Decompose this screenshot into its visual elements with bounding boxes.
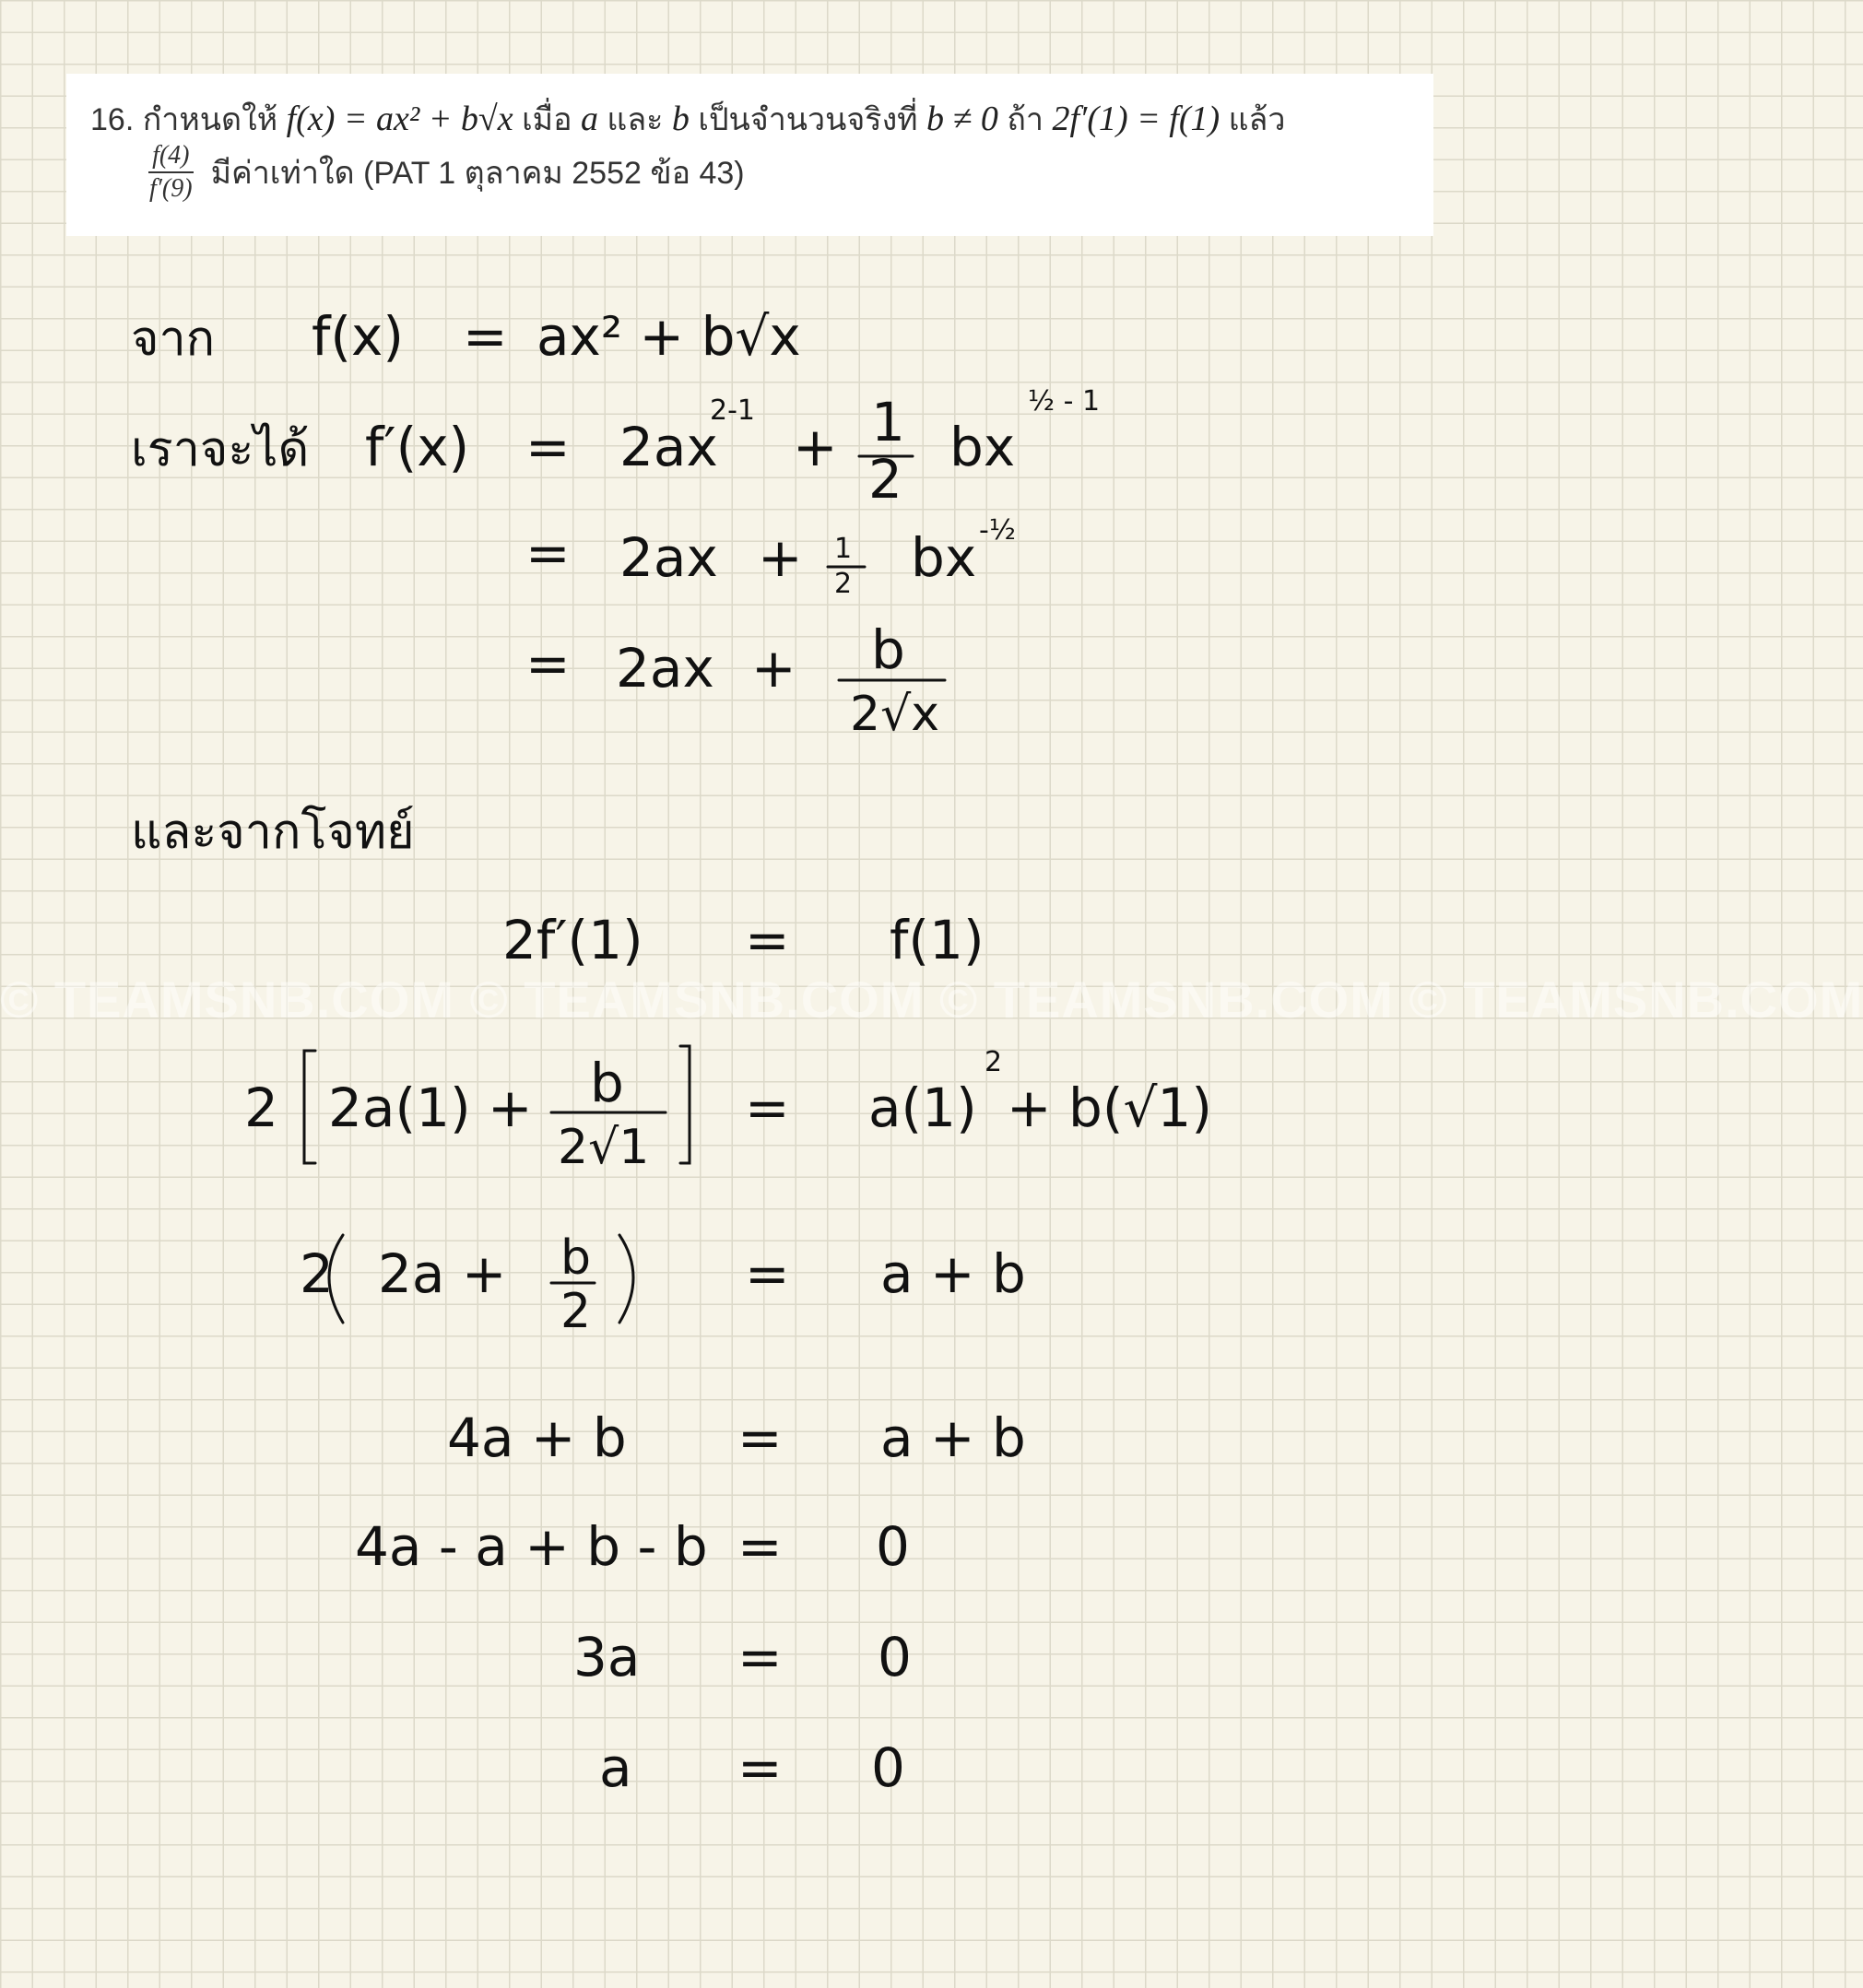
l1-rhs: ax² + b√x	[536, 305, 801, 368]
problem-text-when: เมื่อ	[522, 102, 572, 137]
label-and-from-problem: และจากโจทย์	[131, 805, 415, 860]
l9-rhs: 0	[876, 1515, 910, 1578]
l6-frac-num: b	[590, 1052, 624, 1114]
l7-eq: =	[745, 1242, 790, 1305]
l2-frac-den: 2	[868, 448, 902, 511]
l5-eq: =	[745, 909, 790, 971]
l6-rhs-b: + b(√1)	[1007, 1076, 1212, 1139]
l11-lhs: a	[599, 1736, 632, 1799]
l3-frac-den: 2	[834, 568, 853, 600]
l7-right-paren	[619, 1235, 633, 1323]
l11-eq: =	[737, 1736, 783, 1799]
l2-lhs: f′(x)	[365, 416, 470, 478]
l10-rhs: 0	[878, 1626, 912, 1688]
question-text: มีค่าเท่าใด (PAT 1 ตุลาคม 2552 ข้อ 43)	[210, 156, 745, 191]
l7-lhs-prefix: 2	[300, 1242, 334, 1305]
l6-rhs-exponent: 2	[985, 1046, 1003, 1078]
problem-number: 16.	[90, 102, 135, 137]
l6-lhs-mid: 2a(1) +	[328, 1076, 533, 1139]
l4-term-a: 2ax	[616, 637, 714, 700]
label-from: จาก	[131, 312, 216, 367]
condition: 2f′(1) = f(1)	[1052, 100, 1220, 138]
l11-rhs: 0	[871, 1736, 905, 1799]
function-definition: f(x) = ax² + b√x	[286, 100, 513, 138]
problem-text-then: แล้ว	[1228, 102, 1286, 137]
l6-left-bracket	[304, 1051, 315, 1163]
l1-eq: =	[463, 305, 508, 368]
l10-lhs: 3a	[573, 1626, 641, 1688]
l2-term-b-exponent: ½ - 1	[1028, 385, 1101, 418]
l8-rhs: a + b	[880, 1406, 1026, 1469]
var-b: b	[671, 100, 690, 138]
b-not-zero: b ≠ 0	[926, 100, 998, 138]
l3-term-a: 2ax	[619, 526, 718, 589]
l4-frac-den: 2√x	[850, 687, 939, 742]
l2-term-a: 2ax	[619, 416, 718, 478]
l8-lhs: 4a + b	[447, 1406, 627, 1469]
l4-frac-num: b	[871, 618, 905, 681]
l3-plus: +	[758, 526, 803, 589]
l6-right-bracket	[680, 1046, 690, 1163]
l3-frac-num: 1	[834, 533, 853, 565]
l7-frac-num: b	[560, 1230, 592, 1286]
l6-eq: =	[745, 1076, 790, 1139]
l5-rhs: f(1)	[890, 909, 985, 971]
l7-lhs-mid: 2a +	[378, 1242, 507, 1305]
l8-eq: =	[737, 1406, 783, 1469]
l5-lhs: 2f′(1)	[502, 909, 643, 971]
l6-lhs-prefix: 2	[244, 1076, 278, 1139]
problem-text-if: ถ้า	[1007, 102, 1044, 137]
fraction-numerator: f(4)	[148, 140, 193, 173]
l6-rhs-a: a(1)	[868, 1076, 977, 1139]
problem-text-given: กำหนดให้	[142, 102, 278, 137]
l7-frac-den: 2	[560, 1284, 592, 1339]
l3-eq: =	[525, 522, 571, 584]
l10-eq: =	[737, 1626, 783, 1688]
l4-eq: =	[525, 632, 571, 695]
l2-term-a-exponent: 2-1	[710, 394, 755, 427]
l4-plus: +	[751, 637, 796, 700]
problem-text-real: เป็นจำนวนจริงที่	[698, 102, 918, 137]
l2-eq: =	[525, 416, 571, 478]
l2-term-b: bx	[949, 416, 1016, 478]
l2-plus: +	[793, 416, 838, 478]
l2-frac-num: 1	[871, 391, 905, 453]
fraction-denominator: f′(9)	[149, 174, 193, 203]
label-we-get: เราจะได้	[131, 422, 310, 477]
watermark: © TEAMSNB.COM © TEAMSNB.COM © TEAMSNB.COM © TEAMSNB.COM	[0, 970, 1863, 1029]
l9-lhs: 4a - a + b - b	[355, 1515, 708, 1578]
l6-frac-den: 2√1	[558, 1120, 650, 1175]
l9-eq: =	[737, 1515, 783, 1578]
problem-text-and: และ	[607, 102, 664, 137]
l3-term-b-exponent: -½	[979, 514, 1016, 547]
var-a: a	[580, 100, 598, 138]
l1-lhs: f(x)	[312, 305, 404, 368]
l7-rhs: a + b	[880, 1242, 1026, 1305]
l3-term-b: bx	[911, 526, 977, 589]
